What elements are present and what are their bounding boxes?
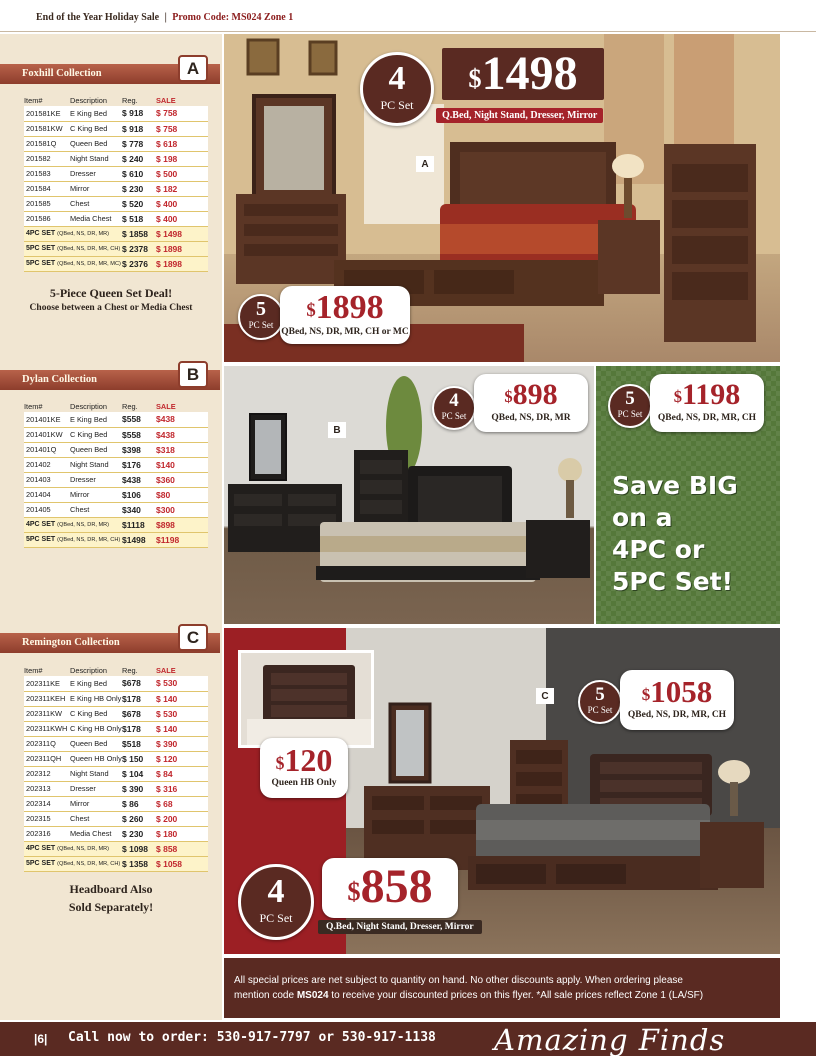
reg-price-cell: $1498: [122, 532, 156, 547]
column-header-reg: Reg.: [122, 665, 138, 675]
table-row: [24, 427, 208, 442]
table-row: [24, 457, 208, 472]
column-header-desc: Description: [70, 401, 107, 411]
item-cell: 201404: [24, 487, 70, 502]
collection-title: Foxhill Collection: [22, 68, 102, 79]
table-row: [24, 502, 208, 517]
desc-cell: Chest: [70, 502, 122, 517]
reg-price-cell: $ 1098: [122, 841, 156, 856]
item-cell: 201402: [24, 457, 70, 472]
pc-label: PC Set: [441, 411, 467, 421]
sale-price-cell: $ 400: [156, 211, 208, 226]
table-row: [24, 196, 208, 211]
column-header-sale: SALE: [156, 95, 176, 105]
table-header-row: [24, 664, 208, 676]
table-row: [24, 211, 208, 226]
disclaimer-line-1: All special prices are net subject to quantity on hand. No other discounts apply. When ordering please: [234, 975, 683, 986]
price-898: $898: [504, 378, 558, 411]
table-row: [24, 166, 208, 181]
reg-price-cell: $ 518: [122, 211, 156, 226]
sale-price-cell: $ 1058: [156, 856, 208, 871]
desc-cell: Queen Bed: [70, 442, 122, 457]
table-header-row: [24, 400, 208, 412]
set-name: 4PC SET: [26, 521, 56, 528]
collection-header-dylan: [0, 364, 220, 390]
header-divider: |: [164, 12, 167, 23]
photo-letter-c: C: [536, 688, 554, 704]
set-name-cell: [24, 256, 122, 271]
desc-cell: Media Chest: [70, 211, 122, 226]
reg-price-cell: $678: [122, 676, 156, 691]
sale-price-cell: $1198: [156, 532, 208, 547]
set-row: [24, 856, 208, 871]
price-858: $858: [347, 860, 433, 913]
sale-price-cell: $318: [156, 442, 208, 457]
item-cell: 202311Q: [24, 736, 70, 751]
set-contents: QBed, NS, DR, MR, CH: [627, 710, 727, 720]
column-header-item: Item#: [24, 665, 43, 675]
pc-label: PC Set: [259, 911, 293, 925]
column-header-desc: Description: [70, 95, 107, 105]
collection-letter: A: [178, 55, 208, 82]
reg-price-cell: $106: [122, 487, 156, 502]
set-name: 5PC SET: [26, 260, 56, 267]
sale-price-cell: $80: [156, 487, 208, 502]
desc-cell: Mirror: [70, 796, 122, 811]
table-header-row: [24, 94, 208, 106]
reg-price-cell: $1118: [122, 517, 156, 532]
desc-cell: C King Bed: [70, 427, 122, 442]
headboard-note: Headboard Also: [69, 882, 153, 896]
reg-price-cell: $ 520: [122, 196, 156, 211]
sale-price-cell: $ 1898: [156, 241, 208, 256]
item-cell: 201405: [24, 502, 70, 517]
sale-price-cell: $ 400: [156, 196, 208, 211]
pc-label: PC Set: [248, 320, 274, 330]
sale-price-cell: $ 182: [156, 181, 208, 196]
column-header-item: Item#: [24, 95, 43, 105]
set-name-cell: [24, 241, 122, 256]
disclaimer-line-2: mention code MS024 to receive your discounted prices on this flyer. *All sale prices reflect Zone 1 (LA/SF): [234, 990, 704, 1001]
save-big-line: on a: [612, 503, 673, 532]
set-name: 5PC SET: [26, 245, 56, 252]
table-row: [24, 706, 208, 721]
set-detail: (QBed, NS, DR, MR): [57, 522, 110, 528]
price-table-dylan: [24, 400, 208, 548]
set-detail: (QBed, NS, DR, MR, CH): [57, 246, 121, 252]
reg-price-cell: $178: [122, 721, 156, 736]
set-contents-tag: Q.Bed, Night Stand, Dresser, Mirror: [318, 920, 482, 934]
sale-price-cell: $438: [156, 412, 208, 427]
reg-price-cell: $ 150: [122, 751, 156, 766]
sale-price-cell: $ 758: [156, 106, 208, 121]
item-cell: 201581Q: [24, 136, 70, 151]
pc-set-badge-4: [432, 386, 476, 430]
sale-price-cell: $ 84: [156, 766, 208, 781]
headboard-subnote: Sold Separately!: [68, 900, 154, 914]
column-header-reg: Reg.: [122, 401, 138, 411]
collection-letter: C: [178, 624, 208, 651]
item-cell: 201581KE: [24, 106, 70, 121]
pc-set-badge-4: [238, 864, 314, 940]
desc-cell: Queen Bed: [70, 736, 122, 751]
set-contents: QBed, NS, DR, MR, CH or MC: [281, 327, 409, 337]
sale-price-cell: $300: [156, 502, 208, 517]
photo-letter-a: A: [416, 156, 434, 172]
desc-cell: Mirror: [70, 487, 122, 502]
column-header-sale: SALE: [156, 665, 176, 675]
price-1498: $1498: [468, 47, 578, 100]
table-row: [24, 781, 208, 796]
reg-price-cell: $ 260: [122, 811, 156, 826]
desc-cell: Media Chest: [70, 826, 122, 841]
desc-cell: Queen Bed: [70, 136, 122, 151]
reg-price-cell: $558: [122, 427, 156, 442]
sale-price-cell: $ 120: [156, 751, 208, 766]
reg-price-cell: $ 778: [122, 136, 156, 151]
item-cell: 201582: [24, 151, 70, 166]
reg-price-cell: $ 918: [122, 121, 156, 136]
table-row: [24, 181, 208, 196]
table-row: [24, 811, 208, 826]
sale-price-cell: $898: [156, 517, 208, 532]
headboard-only-label: Queen HB Only: [271, 778, 337, 788]
desc-cell: Night Stand: [70, 457, 122, 472]
save-big-line: 5PC Set!: [612, 567, 734, 596]
desc-cell: Chest: [70, 811, 122, 826]
table-row: [24, 151, 208, 166]
desc-cell: Chest: [70, 196, 122, 211]
pc-set-badge-5: [578, 680, 622, 724]
column-header-item: Item#: [24, 401, 43, 411]
pc-set-badge-5: [608, 384, 652, 428]
reg-price-cell: $176: [122, 457, 156, 472]
item-cell: 201581KW: [24, 121, 70, 136]
price-table-foxhill: [24, 94, 208, 272]
disclaimer-box: [224, 958, 780, 1018]
set-detail: (QBed, NS, DR, MR, MC): [57, 261, 121, 267]
item-cell: 201586: [24, 211, 70, 226]
item-cell: 201401KW: [24, 427, 70, 442]
reg-price-cell: $ 240: [122, 151, 156, 166]
reg-price-cell: $518: [122, 736, 156, 751]
table-row: [24, 826, 208, 841]
pc-label: PC Set: [617, 409, 643, 419]
reg-price-cell: $178: [122, 691, 156, 706]
desc-cell: E King Bed: [70, 412, 122, 427]
pc-label: PC Set: [587, 705, 613, 715]
desc-cell: E King Bed: [70, 676, 122, 691]
set-name-cell: [24, 517, 122, 532]
sale-price-cell: $ 140: [156, 691, 208, 706]
collection-header-remington: [0, 627, 220, 653]
set-contents: QBed, NS, DR, MR, CH: [657, 413, 757, 423]
item-cell: 202315: [24, 811, 70, 826]
item-cell: 201401KE: [24, 412, 70, 427]
item-cell: 202311KWH: [24, 721, 70, 736]
set-contents: QBed, NS, DR, MR: [491, 413, 571, 423]
desc-cell: Dresser: [70, 166, 122, 181]
set-contents-tag: Q.Bed, Night Stand, Dresser, Mirror: [436, 108, 603, 123]
photo-letter-b: B: [328, 422, 346, 438]
sale-price-cell: $ 390: [156, 736, 208, 751]
sale-price-cell: $ 758: [156, 121, 208, 136]
reg-price-cell: $ 1858: [122, 226, 156, 241]
table-row: [24, 751, 208, 766]
reg-price-cell: $ 230: [122, 826, 156, 841]
reg-price-cell: $ 390: [122, 781, 156, 796]
item-cell: 202314: [24, 796, 70, 811]
price-box-120: [260, 738, 348, 798]
sale-price-cell: $ 200: [156, 811, 208, 826]
footer-bar: [0, 1022, 816, 1056]
price-box-858: [322, 858, 458, 918]
set-detail: (QBed, NS, DR, MR, CH): [57, 537, 121, 543]
brand-wordmark: Amazing Finds: [494, 1023, 726, 1056]
reg-price-cell: $ 918: [122, 106, 156, 121]
reg-price-cell: $ 2378: [122, 241, 156, 256]
reg-price-cell: $ 2376: [122, 256, 156, 271]
desc-cell: C King Bed: [70, 706, 122, 721]
desc-cell: Mirror: [70, 181, 122, 196]
price-box-898: [474, 374, 588, 432]
set-deal-note: 5-Piece Queen Set Deal!: [49, 286, 173, 300]
item-cell: 201401Q: [24, 442, 70, 457]
item-cell: 201585: [24, 196, 70, 211]
save-big-headline: [612, 470, 780, 598]
desc-cell: Night Stand: [70, 151, 122, 166]
set-name-cell: [24, 532, 122, 547]
table-row: [24, 736, 208, 751]
item-cell: 202312: [24, 766, 70, 781]
reg-price-cell: $ 86: [122, 796, 156, 811]
sale-price-cell: $ 140: [156, 721, 208, 736]
sale-price-cell: $ 618: [156, 136, 208, 151]
price-1058: $1058: [641, 674, 713, 709]
top-bar: [0, 0, 816, 32]
item-cell: 202313: [24, 781, 70, 796]
set-row: [24, 841, 208, 856]
table-row: [24, 796, 208, 811]
set-name-cell: [24, 226, 122, 241]
pc-count: 4: [267, 873, 285, 910]
desc-cell: C King Bed: [70, 121, 122, 136]
item-cell: 202311QH: [24, 751, 70, 766]
set-name: 5PC SET: [26, 536, 56, 543]
set-name: 5PC SET: [26, 860, 56, 867]
set-detail: (QBed, NS, DR, MR, CH): [57, 861, 121, 867]
reg-price-cell: $ 1358: [122, 856, 156, 871]
reg-price-cell: $340: [122, 502, 156, 517]
column-header-reg: Reg.: [122, 95, 138, 105]
table-row: [24, 121, 208, 136]
table-row: [24, 412, 208, 427]
desc-cell: E King HB Only: [70, 691, 122, 706]
pc-count: 5: [595, 684, 605, 705]
promo-code: Promo Code: MS024 Zone 1: [172, 12, 294, 23]
collection-letter: B: [178, 361, 208, 388]
dollar-sign: $: [468, 62, 482, 93]
sale-price-cell: $ 198: [156, 151, 208, 166]
discount-code: MS024: [296, 990, 329, 1001]
price-table-remington: [24, 664, 208, 872]
collection-header-foxhill: [0, 58, 220, 84]
item-cell: 202311KW: [24, 706, 70, 721]
item-cell: 201583: [24, 166, 70, 181]
reg-price-cell: $438: [122, 472, 156, 487]
price-1898: $1898: [306, 289, 384, 326]
sale-price-cell: $ 180: [156, 826, 208, 841]
sale-name: End of the Year Holiday Sale: [36, 12, 160, 23]
desc-cell: C King HB Only: [70, 721, 122, 736]
sale-price-cell: $ 530: [156, 706, 208, 721]
price-box-1198: [650, 374, 764, 432]
set-name-cell: [24, 856, 122, 871]
sale-price-cell: $438: [156, 427, 208, 442]
sale-price-cell: $ 858: [156, 841, 208, 856]
pc-label: PC Set: [380, 98, 414, 112]
item-cell: 201403: [24, 472, 70, 487]
set-row: [24, 532, 208, 547]
reg-price-cell: $678: [122, 706, 156, 721]
item-cell: 201584: [24, 181, 70, 196]
desc-cell: Night Stand: [70, 766, 122, 781]
table-row: [24, 721, 208, 736]
save-big-line: 4PC or: [612, 535, 705, 564]
sale-price-cell: $140: [156, 457, 208, 472]
pc-set-badge-4: [360, 52, 434, 126]
headboard-inset-photo: [238, 650, 374, 748]
price-1198: $1198: [673, 378, 741, 411]
set-row: [24, 517, 208, 532]
collection-title: Remington Collection: [22, 637, 120, 648]
set-name-cell: [24, 841, 122, 856]
price-120: $120: [275, 742, 333, 778]
pc-count: 4: [388, 60, 406, 97]
set-detail: (QBed, NS, DR, MR): [57, 846, 110, 852]
desc-cell: Dresser: [70, 472, 122, 487]
pc-count: 5: [256, 298, 266, 320]
table-row: [24, 136, 208, 151]
sale-price-cell: $ 530: [156, 676, 208, 691]
reg-price-cell: $ 230: [122, 181, 156, 196]
sale-header: [36, 12, 293, 23]
item-cell: 202316: [24, 826, 70, 841]
sale-price-cell: $360: [156, 472, 208, 487]
price-box-1058: [620, 670, 734, 730]
set-row: [24, 256, 208, 271]
set-row: [24, 226, 208, 241]
pc-set-badge-5: [238, 294, 284, 340]
reg-price-cell: $ 104: [122, 766, 156, 781]
table-row: [24, 676, 208, 691]
desc-cell: Dresser: [70, 781, 122, 796]
set-row: [24, 241, 208, 256]
table-row: [24, 691, 208, 706]
table-row: [24, 106, 208, 121]
sale-price-cell: $ 1898: [156, 256, 208, 271]
reg-price-cell: $558: [122, 412, 156, 427]
set-deal-subnote: Choose between a Chest or Media Chest: [29, 303, 193, 313]
item-cell: 202311KE: [24, 676, 70, 691]
sale-price-cell: $ 316: [156, 781, 208, 796]
save-big-line: Save BIG: [612, 471, 738, 500]
table-row: [24, 766, 208, 781]
column-header-sale: SALE: [156, 401, 176, 411]
pc-count: 4: [449, 390, 459, 411]
reg-price-cell: $ 610: [122, 166, 156, 181]
table-row: [24, 442, 208, 457]
item-cell: 202311KEH: [24, 691, 70, 706]
table-row: [24, 472, 208, 487]
collection-title: Dylan Collection: [22, 374, 97, 385]
desc-cell: Queen HB Only: [70, 751, 122, 766]
page-number: |6|: [34, 1032, 48, 1046]
headboard-illustration: [241, 653, 371, 745]
sale-price-cell: $ 1498: [156, 226, 208, 241]
set-detail: (QBed, NS, DR, MR): [57, 231, 110, 237]
table-row: [24, 487, 208, 502]
call-to-order: Call now to order: 530-917-7797 or 530-917-1138: [68, 1030, 436, 1045]
column-header-desc: Description: [70, 665, 107, 675]
desc-cell: E King Bed: [70, 106, 122, 121]
price-box-1898: [280, 286, 410, 344]
sale-price-cell: $ 500: [156, 166, 208, 181]
price-panel-1498: [442, 48, 604, 100]
set-name: 4PC SET: [26, 845, 56, 852]
sale-price-cell: $ 68: [156, 796, 208, 811]
set-name: 4PC SET: [26, 230, 56, 237]
pc-count: 5: [625, 388, 635, 409]
reg-price-cell: $398: [122, 442, 156, 457]
